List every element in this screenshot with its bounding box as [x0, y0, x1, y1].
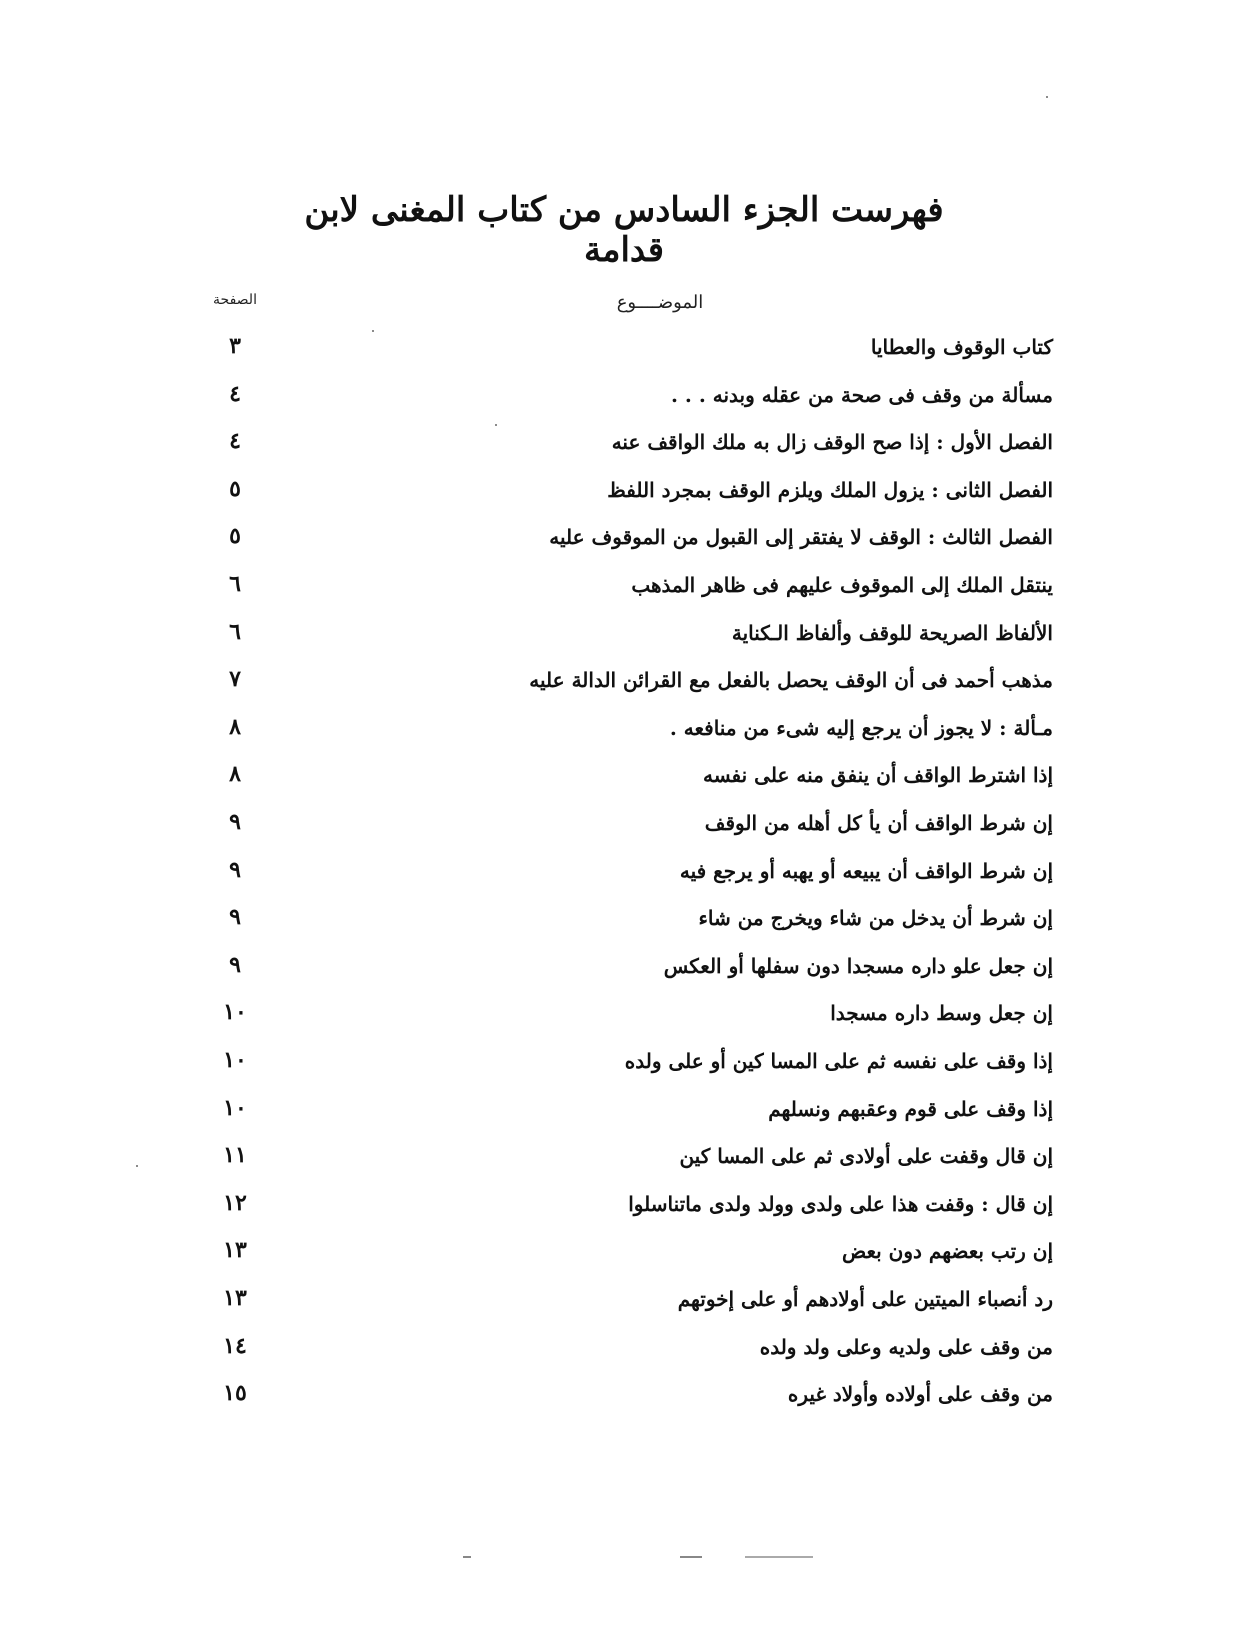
toc-entry	[0, 422, 1248, 472]
toc-entry-subject: إذا اشترط الواقف أن ينفق منه على نفسه	[702, 763, 1053, 788]
toc-entry	[0, 803, 1248, 853]
toc-entry-subject: إن شرط الواقف أن يبيعه أو يهبه أو يرجع فيه	[679, 858, 1053, 883]
toc-entry	[0, 898, 1248, 948]
toc-entry-subject: مذهب أحمد فى أن الوقف يحصل بالفعل مع القرائن الدالة عليه	[529, 668, 1053, 693]
toc-entry	[0, 613, 1248, 663]
toc-entry-page-number: ٣	[229, 333, 241, 359]
toc-entry	[0, 1279, 1248, 1329]
toc-entry-subject: الألفاظ الصريحة للوقف وألفاظ الـكناية	[731, 620, 1053, 645]
footer-mark	[745, 1556, 813, 1558]
toc-entry-page-number: ٩	[229, 951, 241, 978]
toc-entry-subject: الفصل الأول : إذا صح الوقف زال به ملك الواقف عنه	[611, 430, 1053, 455]
footer-mark	[463, 1556, 471, 1558]
toc-entry-subject: إن قال وقفت على أولادى ثم على المسا كين	[679, 1144, 1053, 1169]
toc-entry	[0, 946, 1248, 996]
toc-entry-subject: من وقف على ولديه وعلى ولد ولده	[759, 1334, 1053, 1359]
toc-entry-page-number: ١٥	[223, 1380, 247, 1407]
toc-entry	[0, 1231, 1248, 1281]
subject-column-header: الموضــــوع	[616, 292, 704, 313]
toc-entry	[0, 1374, 1248, 1424]
toc-entry-page-number: ٧	[229, 666, 241, 693]
toc-entry-subject: إن رتب بعضهم دون بعض	[841, 1239, 1053, 1264]
toc-entry-page-number: ٦	[229, 571, 241, 597]
toc-entry-page-number: ١٤	[223, 1332, 247, 1359]
toc-entry-page-number: ١٣	[223, 1237, 247, 1264]
toc-entry-page-number: ٨	[229, 713, 241, 740]
toc-entry	[0, 755, 1248, 805]
toc-entry-page-number: ٥	[229, 523, 241, 550]
toc-entry-page-number: ١٠	[223, 1047, 247, 1073]
toc-entry-subject: إن جعل علو داره مسجدا دون سفلها أو العكس	[663, 953, 1053, 978]
toc-entry	[0, 660, 1248, 710]
toc-entry-subject: الفصل الثانى : يزول الملك ويلزم الوقف بمجرد اللفظ	[607, 477, 1053, 502]
toc-entry-subject: رد أنصباء الميتين على أولادهم أو على إخوتهم	[677, 1287, 1053, 1311]
toc-entry-subject: إن جعل وسط داره مسجدا	[830, 1001, 1053, 1026]
toc-entry-page-number: ٦	[229, 618, 241, 645]
toc-entry	[0, 517, 1248, 567]
toc-entry	[0, 327, 1248, 377]
scan-speck	[1046, 96, 1048, 98]
toc-entry	[0, 1327, 1248, 1377]
toc-entry-subject: إذا وقف على قوم وعقبهم ونسلهم	[768, 1096, 1053, 1121]
scan-speck	[495, 424, 497, 426]
toc-entry-page-number: ٩	[229, 809, 241, 835]
toc-entry-subject: إذا وقف على نفسه ثم على المسا كين أو على ولده	[624, 1049, 1053, 1073]
toc-entry-subject: ينتقل الملك إلى الموقوف عليهم فى ظاهر المذهب	[631, 573, 1053, 597]
toc-entry-subject: مسألة من وقف فى صحة من عقله وبدنه . . .	[670, 382, 1053, 407]
toc-entry-page-number: ٩	[229, 856, 241, 883]
toc-entry-page-number: ٤	[229, 380, 241, 407]
toc-entry-page-number: ١٣	[223, 1285, 247, 1311]
toc-entry-subject: الفصل الثالث : الوقف لا يفتقر إلى القبول من الموقوف عليه	[549, 525, 1053, 550]
toc-entry	[0, 1089, 1248, 1139]
page-column-header: الصفحة	[213, 292, 257, 308]
page-title: فهرست الجزء السادس من كتاب المغنى لابن قدامة	[304, 190, 944, 270]
toc-entry	[0, 1136, 1248, 1186]
toc-entry	[0, 708, 1248, 758]
toc-entry-page-number: ١٢	[223, 1189, 247, 1216]
toc-entry-page-number: ١١	[223, 1142, 247, 1169]
footer-mark	[680, 1556, 702, 1558]
toc-entry-page-number: ٨	[229, 761, 241, 788]
toc-entry-page-number: ١٠	[223, 1094, 247, 1121]
toc-entry-subject: كتاب الوقوف والعطايا	[870, 335, 1053, 359]
scan-speck	[372, 330, 374, 332]
toc-entry-page-number: ٤	[229, 428, 241, 455]
toc-entry-subject: إن شرط أن يدخل من شاء ويخرج من شاء	[698, 906, 1053, 931]
toc-entry	[0, 565, 1248, 615]
scan-speck	[136, 1165, 138, 1167]
toc-entry	[0, 375, 1248, 425]
toc-entry-subject: من وقف على أولاده وأولاد غيره	[787, 1382, 1053, 1407]
toc-entry-page-number: ٩	[229, 904, 241, 931]
toc-entry	[0, 993, 1248, 1043]
toc-entry-subject: مـألة : لا يجوز أن يرجع إليه شىء من منافعه .	[669, 715, 1053, 740]
toc-entry-subject: إن شرط الواقف أن يأ كل أهله من الوقف	[704, 811, 1053, 835]
toc-entry-page-number: ١٠	[223, 999, 247, 1026]
toc-entry	[0, 1184, 1248, 1234]
toc-entry-subject: إن قال : وقفت هذا على ولدى وولد ولدى ماتناسلوا	[628, 1191, 1053, 1216]
toc-entry	[0, 470, 1248, 520]
toc-entry	[0, 1041, 1248, 1091]
toc-entry	[0, 851, 1248, 901]
toc-entry-page-number: ٥	[229, 475, 241, 502]
